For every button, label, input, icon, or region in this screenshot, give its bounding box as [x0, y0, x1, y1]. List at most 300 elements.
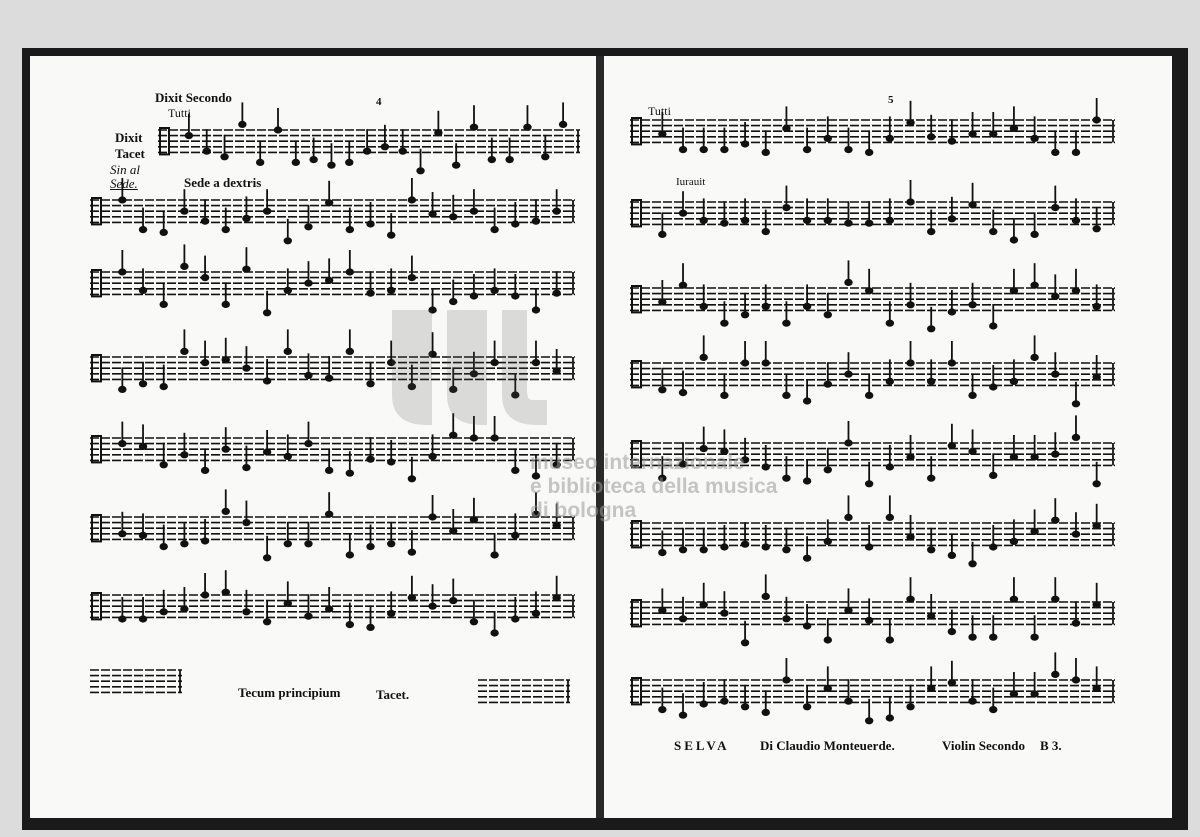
note-head [160, 229, 168, 236]
footer-composer: Di Claudio Monteuerde. [760, 738, 895, 753]
note-head [1030, 135, 1038, 142]
note-head [304, 613, 312, 620]
note-head [782, 615, 790, 622]
watermark-line-3: di bologna [530, 499, 637, 522]
note-head [201, 591, 209, 598]
note-head [679, 282, 687, 289]
note-head [304, 280, 312, 287]
note-head [118, 386, 126, 393]
note-head [263, 554, 271, 561]
note-head [865, 287, 873, 294]
note-head [886, 514, 894, 521]
note-head [381, 143, 389, 150]
note-head [762, 303, 770, 310]
note-head [1072, 287, 1080, 294]
note-head [989, 130, 997, 137]
note-head [1030, 690, 1038, 697]
note-head [782, 125, 790, 132]
note-head [700, 546, 708, 553]
note-head [927, 228, 935, 235]
note-head [366, 543, 374, 550]
note-head [948, 552, 956, 559]
note-head [720, 610, 728, 617]
note-head [304, 540, 312, 547]
note-head [762, 149, 770, 156]
note-head [428, 210, 436, 217]
note-head [782, 676, 790, 683]
note-head [844, 371, 852, 378]
note-head [428, 306, 436, 313]
note-head [700, 700, 708, 707]
note-head [180, 348, 188, 355]
note-head [1092, 522, 1100, 529]
note-head [1092, 303, 1100, 310]
left-page-number: 4 [376, 96, 382, 108]
note-head [416, 167, 424, 174]
note-head [292, 159, 300, 166]
note-head [968, 130, 976, 137]
note-head [1092, 116, 1100, 123]
note-head [824, 135, 832, 142]
note-head [1010, 538, 1018, 545]
note-head [720, 320, 728, 327]
note-head [346, 226, 354, 233]
note-head [366, 220, 374, 227]
note-head [1010, 690, 1018, 697]
note-head [118, 615, 126, 622]
note-head [844, 279, 852, 286]
note-head [346, 621, 354, 628]
note-head [844, 220, 852, 227]
note-head [523, 124, 531, 131]
note-head [242, 365, 250, 372]
note-head [989, 472, 997, 479]
note-head [387, 232, 395, 239]
note-head [139, 380, 147, 387]
note-head [1092, 685, 1100, 692]
note-head [118, 196, 126, 203]
note-head [1030, 231, 1038, 238]
note-head [700, 354, 708, 361]
note-head [242, 464, 250, 471]
note-head [366, 290, 374, 297]
note-head [658, 386, 666, 393]
note-head [346, 551, 354, 558]
note-head [927, 546, 935, 553]
note-head [304, 372, 312, 379]
note-head [968, 301, 976, 308]
note-head [203, 148, 211, 155]
note-head [470, 124, 478, 131]
note-head [242, 266, 250, 273]
note-head [1030, 453, 1038, 460]
sede-a-dextris-text: Sede a dextris [184, 175, 262, 190]
note-head [304, 440, 312, 447]
note-head [449, 298, 457, 305]
note-head [263, 208, 271, 215]
note-head [345, 159, 353, 166]
note-head [532, 218, 540, 225]
note-head [160, 461, 168, 468]
note-head [511, 467, 519, 474]
note-head [325, 277, 333, 284]
note-head [679, 615, 687, 622]
note-head [490, 287, 498, 294]
note-head [222, 508, 230, 515]
note-head [989, 543, 997, 550]
note-head [762, 463, 770, 470]
note-head [408, 475, 416, 482]
note-head [803, 146, 811, 153]
note-head [968, 560, 976, 567]
note-head [741, 541, 749, 548]
note-head [428, 351, 436, 358]
note-head [139, 615, 147, 622]
note-head [886, 636, 894, 643]
note-head [741, 703, 749, 710]
note-head [449, 213, 457, 220]
note-head [968, 448, 976, 455]
note-head [470, 208, 478, 215]
note-head [408, 196, 416, 203]
note-head [720, 220, 728, 227]
note-head [325, 375, 333, 382]
note-head [1010, 596, 1018, 603]
note-head [201, 218, 209, 225]
note-head [906, 301, 914, 308]
note-head [1092, 601, 1100, 608]
note-head [803, 555, 811, 562]
note-head [886, 135, 894, 142]
note-head [865, 543, 873, 550]
note-head [428, 453, 436, 460]
note-head [824, 311, 832, 318]
note-head [490, 359, 498, 366]
note-head [1092, 225, 1100, 232]
note-head [679, 389, 687, 396]
note-head [242, 608, 250, 615]
note-head [470, 618, 478, 625]
note-head [1010, 125, 1018, 132]
note-head [185, 132, 193, 139]
note-head [989, 706, 997, 713]
note-head [284, 237, 292, 244]
note-head [803, 303, 811, 310]
note-head [325, 467, 333, 474]
side-note-sin-al: Sin al [110, 162, 140, 177]
note-head [927, 378, 935, 385]
note-head [387, 610, 395, 617]
note-head [782, 546, 790, 553]
note-head [948, 679, 956, 686]
note-head [906, 198, 914, 205]
note-head [309, 156, 317, 163]
note-head [989, 228, 997, 235]
note-head [559, 121, 567, 128]
note-head [346, 470, 354, 477]
note-head [927, 685, 935, 692]
note-head [139, 443, 147, 450]
note-head [532, 359, 540, 366]
note-head [1072, 676, 1080, 683]
note-head [160, 301, 168, 308]
note-head [325, 605, 333, 612]
note-head [679, 712, 687, 719]
note-head [803, 477, 811, 484]
note-head [222, 446, 230, 453]
note-head [865, 220, 873, 227]
watermark-line-1: museo internazionale [530, 451, 745, 474]
note-head [284, 348, 292, 355]
note-head [532, 306, 540, 313]
note-head [1051, 371, 1059, 378]
note-head [906, 359, 914, 366]
note-head [865, 480, 873, 487]
note-head [490, 629, 498, 636]
note-head [700, 217, 708, 224]
note-head [511, 391, 519, 398]
note-head [906, 453, 914, 460]
note-head [720, 543, 728, 550]
note-head [927, 612, 935, 619]
note-head [263, 448, 271, 455]
note-head [1030, 354, 1038, 361]
note-head [552, 594, 560, 601]
note-head [824, 217, 832, 224]
note-head [803, 397, 811, 404]
note-head [449, 386, 457, 393]
note-head [399, 148, 407, 155]
note-head [366, 456, 374, 463]
note-head [886, 217, 894, 224]
note-head [948, 215, 956, 222]
note-head [160, 383, 168, 390]
note-head [948, 359, 956, 366]
note-head [470, 292, 478, 299]
note-head [118, 530, 126, 537]
note-head [865, 717, 873, 724]
note-head [803, 622, 811, 629]
note-head [139, 287, 147, 294]
note-head [700, 303, 708, 310]
note-head [263, 618, 271, 625]
note-head [865, 149, 873, 156]
side-note-sede: Sede. [110, 176, 138, 191]
note-head [139, 226, 147, 233]
note-head [762, 543, 770, 550]
note-head [948, 138, 956, 145]
note-head [256, 159, 264, 166]
note-head [180, 605, 188, 612]
note-head [824, 636, 832, 643]
note-head [428, 513, 436, 520]
note-head [741, 217, 749, 224]
note-head [989, 383, 997, 390]
note-head [201, 359, 209, 366]
note-head [762, 593, 770, 600]
note-head [541, 153, 549, 160]
footer-selva: SELVA [674, 738, 730, 753]
note-head [346, 268, 354, 275]
note-head [511, 220, 519, 227]
note-head [284, 540, 292, 547]
note-head [552, 522, 560, 529]
note-head [222, 589, 230, 596]
note-head [408, 549, 416, 556]
note-head [1072, 531, 1080, 538]
note-head [511, 615, 519, 622]
note-head [263, 377, 271, 384]
note-head [408, 594, 416, 601]
note-head [803, 217, 811, 224]
note-head [327, 162, 335, 169]
note-head [408, 383, 416, 390]
side-note-tacet: Tacet [115, 146, 145, 161]
note-head [552, 290, 560, 297]
note-head [1010, 287, 1018, 294]
note-head [180, 540, 188, 547]
note-head [844, 698, 852, 705]
note-head [363, 148, 371, 155]
note-head [824, 685, 832, 692]
note-head [470, 370, 478, 377]
note-head [886, 463, 894, 470]
note-head [720, 146, 728, 153]
note-head [906, 119, 914, 126]
note-head [366, 380, 374, 387]
note-head [387, 359, 395, 366]
note-head [741, 359, 749, 366]
note-head [428, 603, 436, 610]
watermark-line-2: e biblioteca della musica [530, 475, 778, 498]
note-head [490, 434, 498, 441]
note-head [700, 601, 708, 608]
note-head [1010, 236, 1018, 243]
note-head [886, 714, 894, 721]
note-head [782, 320, 790, 327]
note-head [824, 538, 832, 545]
note-head [741, 140, 749, 147]
footer-part: Violin Secondo [942, 738, 1025, 753]
note-head [658, 231, 666, 238]
note-head [1030, 634, 1038, 641]
note-head [968, 698, 976, 705]
note-head [948, 628, 956, 635]
note-head [989, 322, 997, 329]
note-head [222, 356, 230, 363]
note-head [532, 610, 540, 617]
note-head [274, 126, 282, 133]
note-head [762, 709, 770, 716]
note-head [1072, 149, 1080, 156]
note-head [803, 703, 811, 710]
note-head [782, 204, 790, 211]
note-head [304, 223, 312, 230]
note-head [679, 546, 687, 553]
note-head [1051, 596, 1059, 603]
note-head [1030, 528, 1038, 535]
note-head [948, 442, 956, 449]
note-head [488, 156, 496, 163]
note-head [865, 617, 873, 624]
note-head [1051, 204, 1059, 211]
note-head [782, 392, 790, 399]
note-head [886, 378, 894, 385]
note-head [782, 475, 790, 482]
note-head [222, 301, 230, 308]
note-head [470, 516, 478, 523]
note-head [658, 706, 666, 713]
note-head [824, 466, 832, 473]
note-head [906, 703, 914, 710]
note-head [886, 320, 894, 327]
note-head [180, 263, 188, 270]
note-head [1072, 434, 1080, 441]
note-head [346, 348, 354, 355]
footer-signature: B 3. [1040, 738, 1062, 753]
note-head [1010, 378, 1018, 385]
note-head [139, 532, 147, 539]
note-head [449, 527, 457, 534]
note-head [408, 274, 416, 281]
note-head [434, 129, 442, 136]
note-head [927, 133, 935, 140]
note-head [490, 551, 498, 558]
note-head [906, 596, 914, 603]
note-head [511, 292, 519, 299]
note-head [490, 226, 498, 233]
note-head [201, 467, 209, 474]
note-head [387, 540, 395, 547]
note-head [1051, 671, 1059, 678]
tutti-label-left: Tutti [168, 106, 191, 120]
note-head [284, 453, 292, 460]
note-head [242, 215, 250, 222]
note-head [220, 153, 228, 160]
note-head [470, 434, 478, 441]
note-head [387, 458, 395, 465]
note-head [844, 607, 852, 614]
note-head [679, 146, 687, 153]
note-head [201, 274, 209, 281]
note-head [906, 533, 914, 540]
tutti-label-right: Tutti [648, 104, 671, 118]
note-head [505, 156, 513, 163]
note-head [844, 439, 852, 446]
right-page-number: 5 [888, 94, 894, 106]
note-head [180, 451, 188, 458]
note-head [1051, 451, 1059, 458]
note-head [118, 268, 126, 275]
note-head [1051, 149, 1059, 156]
note-head [844, 146, 852, 153]
note-head [238, 121, 246, 128]
note-head [449, 597, 457, 604]
note-head [1030, 282, 1038, 289]
note-head [263, 309, 271, 316]
note-head [968, 392, 976, 399]
note-head [844, 514, 852, 521]
side-note-dixit: Dixit [115, 130, 143, 145]
note-head [180, 208, 188, 215]
note-head [201, 537, 209, 544]
note-head [720, 698, 728, 705]
note-head [222, 226, 230, 233]
note-head [366, 624, 374, 631]
note-head [741, 311, 749, 318]
note-head [552, 208, 560, 215]
note-head [658, 549, 666, 556]
